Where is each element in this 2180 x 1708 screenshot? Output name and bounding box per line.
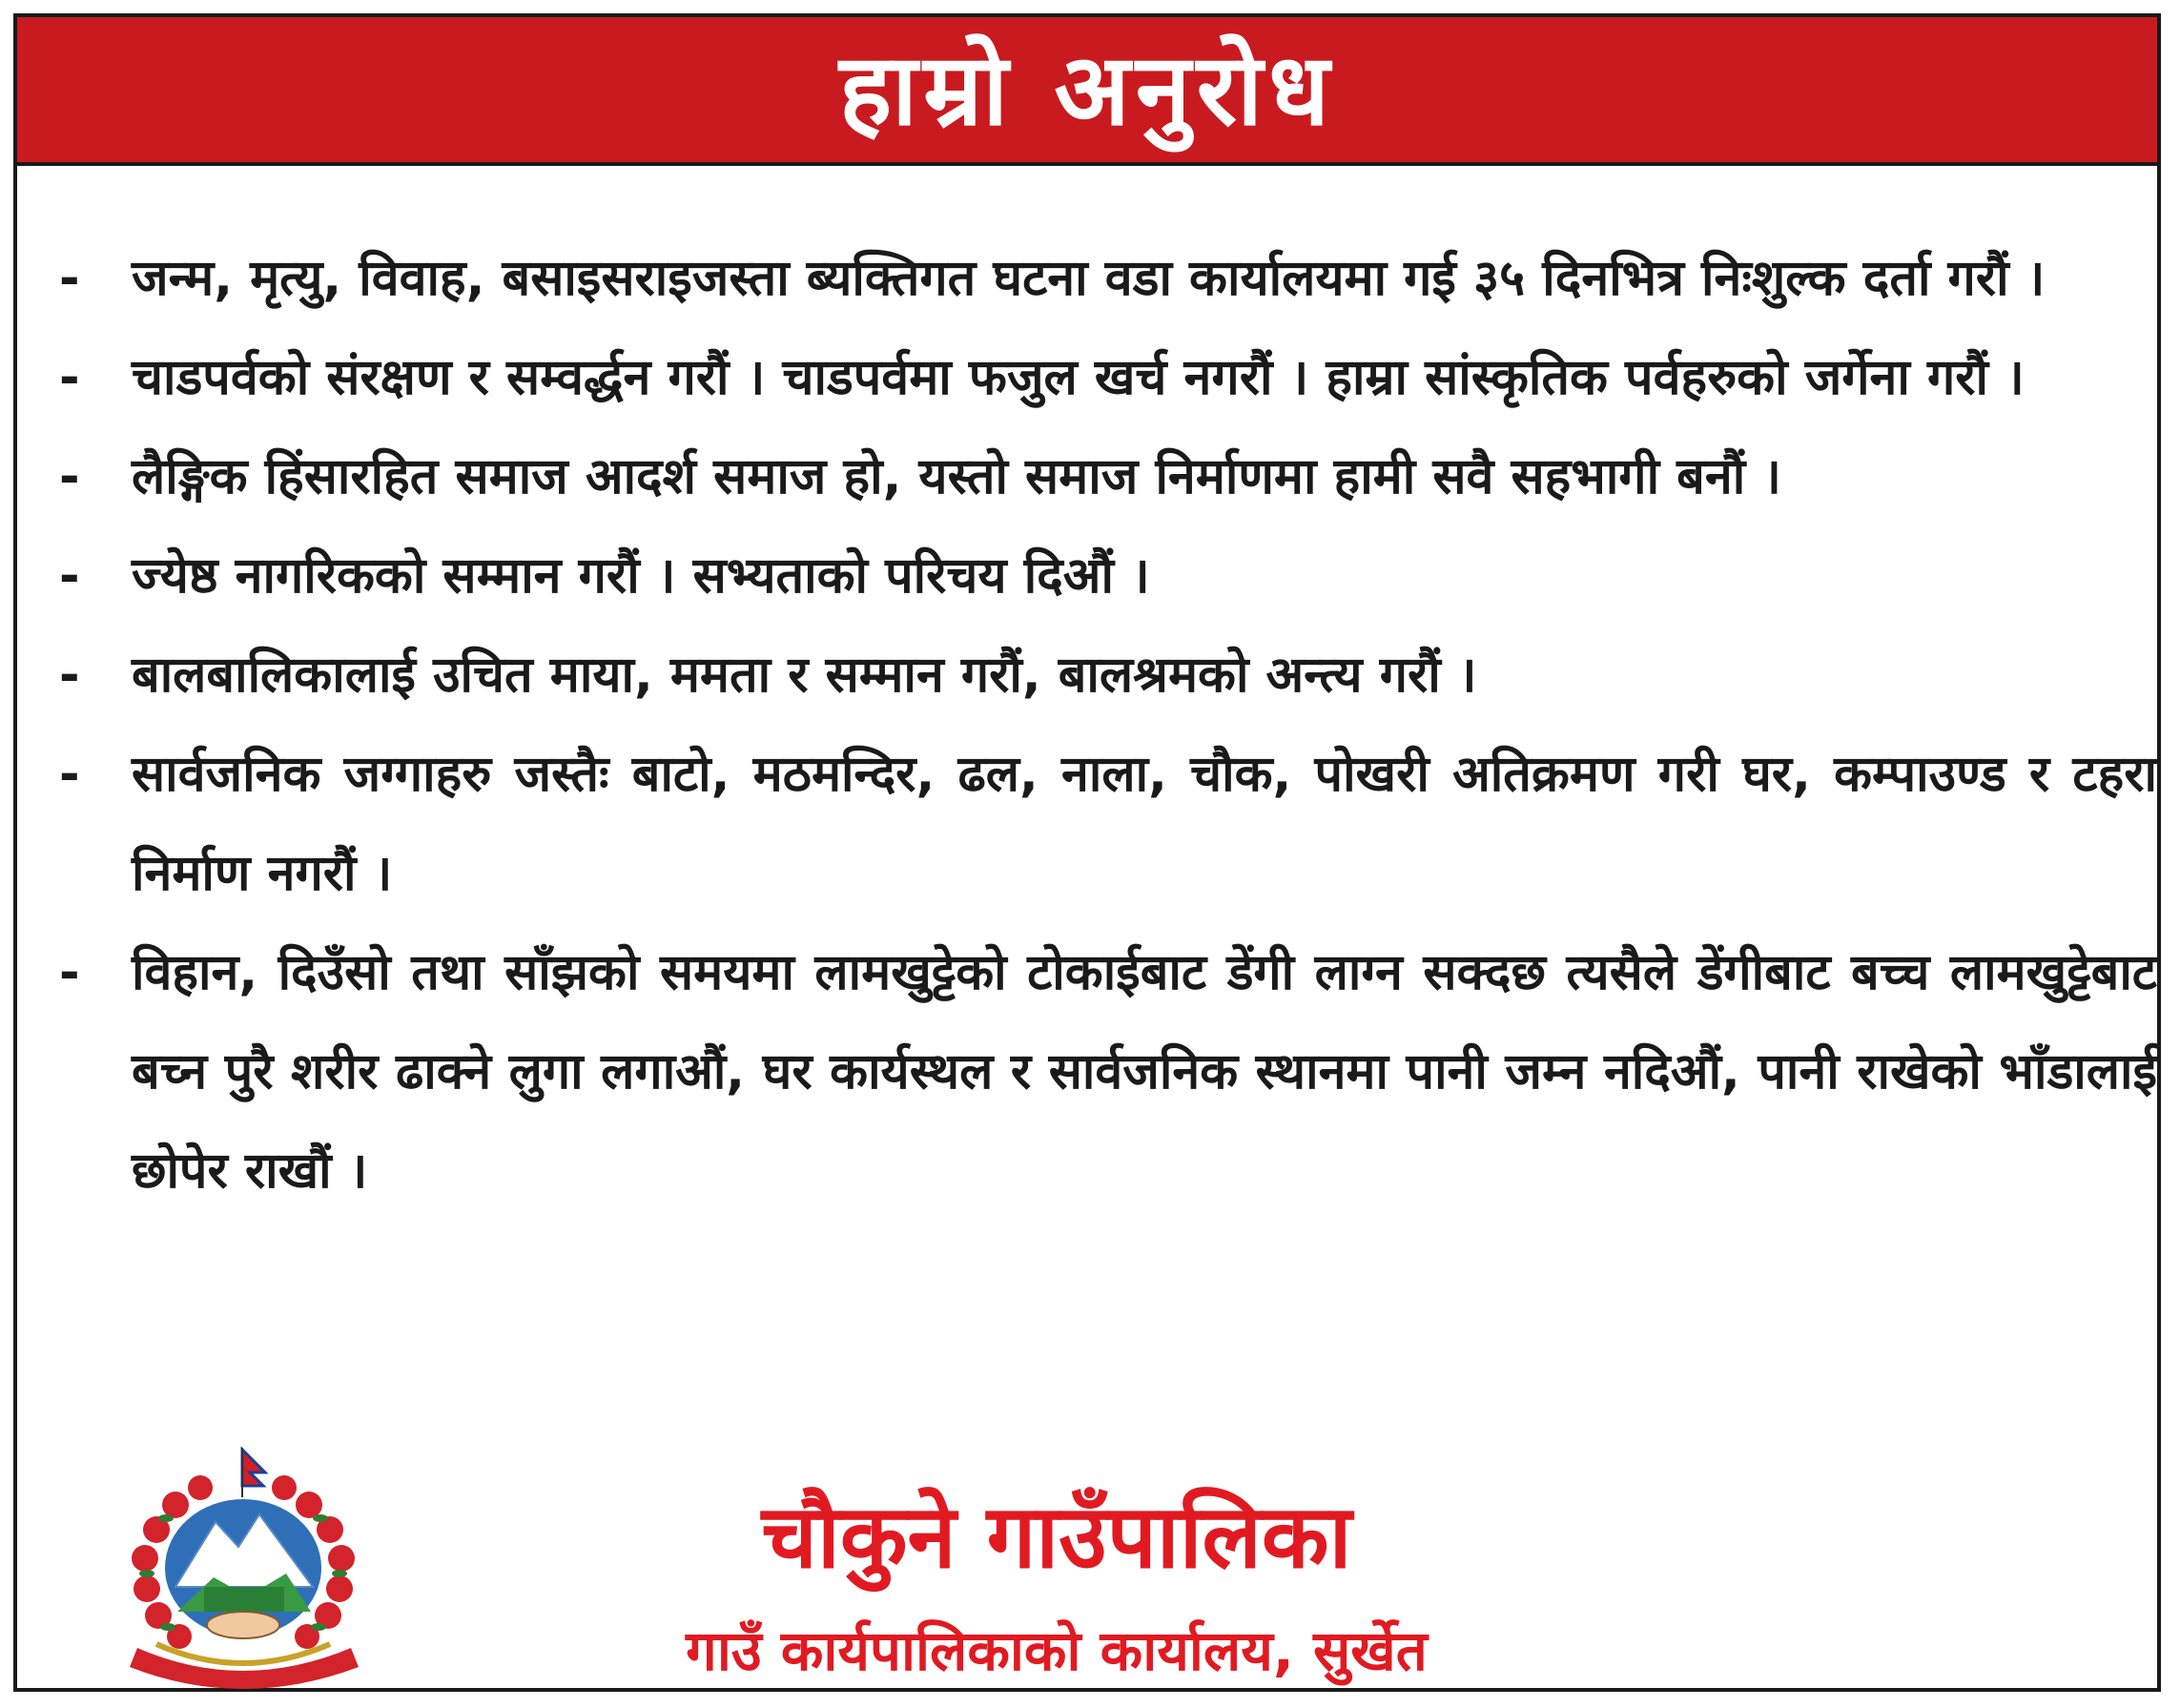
bullet-dash: - xyxy=(59,250,80,307)
notice-frame xyxy=(13,13,2161,1692)
request-item xyxy=(59,526,2157,626)
request-item xyxy=(59,923,2157,1221)
notice-title: हाम्रो अनुरोध xyxy=(838,31,1336,148)
office-address: गाउँ कार्यपालिकाको कार्यालय, सुर्खेत xyxy=(686,1618,1428,1683)
bullet-dash: - xyxy=(59,746,80,803)
bullet-dash: - xyxy=(59,944,80,1001)
nepal-government-emblem-icon xyxy=(109,1444,387,1692)
request-text: चाडपर्वको संरक्षण र सम्वर्द्धन गरौं । चाडपर्वमा फजुल खर्च नगरौं । हाम्रा सांस्कृतिक पर्वहरुको जर्गेना गरौं । xyxy=(132,349,2025,406)
request-text: सार्वजनिक जग्गाहरु जस्तैः बाटो, मठमन्दिर, ढल, नाला, चौक, पोखरी अतिक्रमण गरी घर, कम्पाउण्ड र टहरा निर्माण नगरौं । xyxy=(132,746,2157,902)
emblem-svg xyxy=(109,1444,387,1692)
request-list xyxy=(59,229,2157,1221)
motto-ribbon xyxy=(130,1648,359,1689)
bullet-dash: - xyxy=(59,448,80,505)
request-text: लैङ्गिक हिंसारहित समाज आदर्श समाज हो, यस्तो समाज निर्माणमा हामी सवै सहभागी बनौं । xyxy=(132,448,1781,505)
organization-name: चौकुने गाउँपालिका xyxy=(761,1486,1352,1588)
request-item xyxy=(59,328,2157,427)
request-item xyxy=(59,626,2157,725)
bullet-dash: - xyxy=(59,547,80,605)
bullet-dash: - xyxy=(59,349,80,406)
title-banner xyxy=(17,17,2157,166)
request-item xyxy=(59,229,2157,328)
request-text: ज्येष्ठ नागरिकको सम्मान गरौं । सभ्यताको परिचय दिऔं । xyxy=(132,547,1150,605)
request-text: विहान, दिउँसो तथा साँझको समयमा लामखुट्टेको टोकाईबाट डेंगी लाग्न सक्दछ त्यसैले डेंगीबाट बच्च लामखुट्टेबाट बच्न पुरै शरीर ढाक्ने लुगा लगाऔं, घर कार्यस्थल र सार्वजनिक स्थानमा पानी जम्न नदिऔं, पानी राखेको भाँडालाई छोपेर राखौं । xyxy=(132,944,2157,1200)
handshake-icon xyxy=(207,1612,279,1638)
request-text: जन्म, मृत्यु, विवाह, बसाइसराइजस्ता ब्यक्तिगत घटना वडा कार्यालयमा गई ३५ दिनभित्र निःशुल्क दर्ता गरौं । xyxy=(132,250,2046,307)
request-item xyxy=(59,725,2157,923)
request-item xyxy=(59,427,2157,526)
bullet-dash: - xyxy=(59,647,80,704)
flag-shape xyxy=(242,1450,265,1486)
request-text: बालबालिकालाई उचित माया, ममता र सम्मान गरौं, बालश्रमको अन्त्य गरौं । xyxy=(132,647,1477,704)
